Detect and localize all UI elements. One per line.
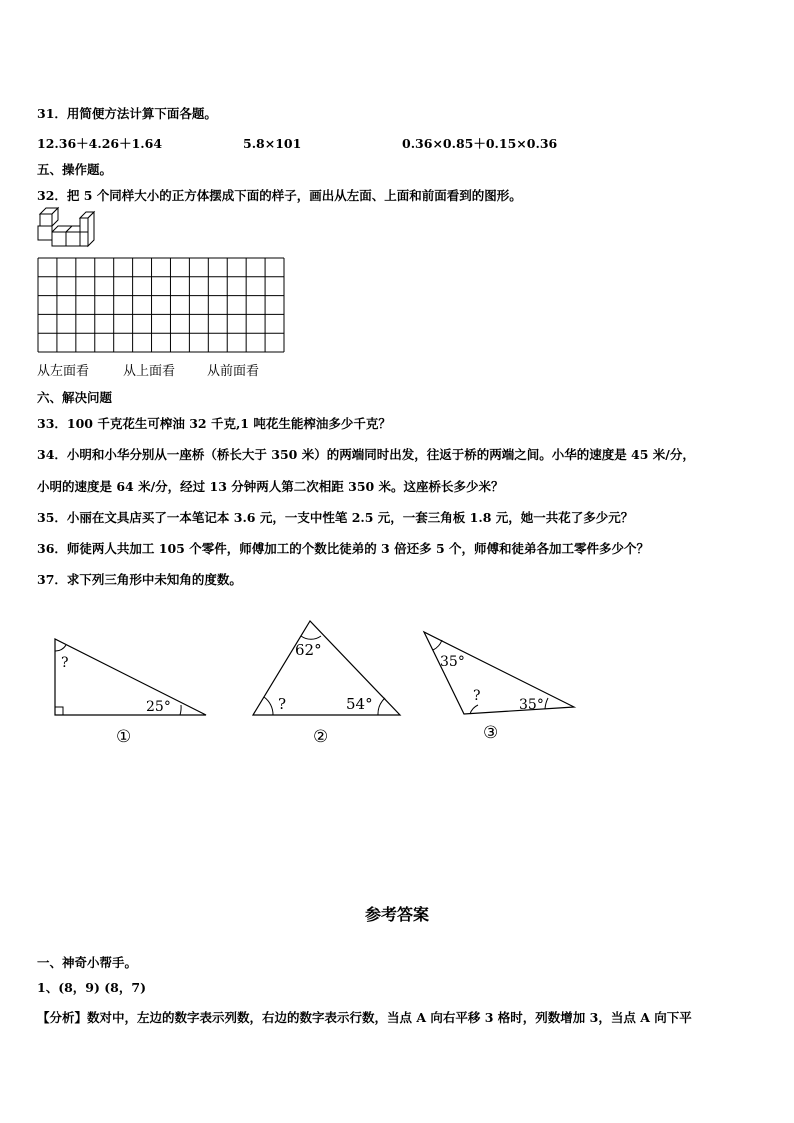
q34-line-1: 34．小明和小华分别从一座桥（桥长大于 350 米）的两端同时出发，往返于桥的两端之间。小华的速度是 45 米/分， [37, 447, 695, 462]
triangle-2-unknown: ? [278, 695, 287, 713]
answer-1: 1、(8，9) (8，7) [37, 980, 146, 995]
answer-key-title: 参考答案 [364, 905, 429, 924]
q33: 33．100 千克花生可榨油 32 千克,1 吨花生能榨油多少千克？ [37, 416, 391, 431]
q31-item-2: 5.8×101 [243, 136, 302, 151]
q31-stem: 31．用简便方法计算下面各题。 [37, 106, 217, 121]
triangle-3 [420, 628, 582, 748]
triangle-3-label: ③ [483, 723, 499, 743]
q34-line-2: 小明的速度是 64 米/分，经过 13 分钟两人第二次相距 350 米。这座桥长多少米？ [37, 479, 504, 494]
triangle-2-label: ② [313, 727, 329, 747]
view-label-left: 从左面看 [37, 364, 90, 379]
q37-stem: 37．求下列三角形中未知角的度数。 [37, 572, 242, 587]
q32-stem: 32．把 5 个同样大小的正方体摆成下面的样子，画出从左面、上面和前面看到的图形。 [37, 188, 522, 203]
cube-stack-figure [36, 208, 98, 254]
triangle-1 [50, 634, 215, 749]
triangle-2-top: 62° [295, 641, 322, 659]
q35: 35．小丽在文具店买了一本笔记本 3.6 元，一支中性笔 2.5 元，一套三角板 1.8 元，她一共花了多少元？ [37, 510, 634, 525]
q31-item-3: 0.36×0.85＋0.15×0.36 [402, 136, 558, 151]
triangle-1-angle: 25° [146, 699, 171, 715]
triangle-2-right: 54° [346, 695, 373, 713]
q36: 36．师徒两人共加工 105 个零件，师傅加工的个数比徒弟的 3 倍还多 5 个，师傅和徒弟各加工零件多少个？ [37, 541, 649, 556]
section-6-heading: 六、解决问题 [37, 390, 113, 405]
triangle-3-left: 35° [440, 654, 465, 670]
view-label-top: 从上面看 [123, 364, 176, 379]
answers-section-1: 一、神奇小帮手。 [37, 955, 138, 970]
drawing-grid[interactable] [37, 257, 285, 353]
triangle-2 [250, 618, 405, 750]
triangle-3-unknown: ? [473, 688, 481, 704]
answer-1-analysis: 【分析】数对中，左边的数字表示列数，右边的数字表示行数，当点 A 向右平移 3 格时，列数增加 3，当点 A 向下平 [37, 1010, 692, 1025]
section-5-heading: 五、操作题。 [37, 162, 113, 177]
triangle-1-label: ① [116, 727, 132, 747]
triangle-1-unknown: ? [61, 655, 69, 671]
view-label-front: 从前面看 [207, 364, 260, 379]
q31-item-1: 12.36＋4.26＋1.64 [37, 136, 163, 151]
triangle-3-right: 35° [519, 697, 544, 713]
